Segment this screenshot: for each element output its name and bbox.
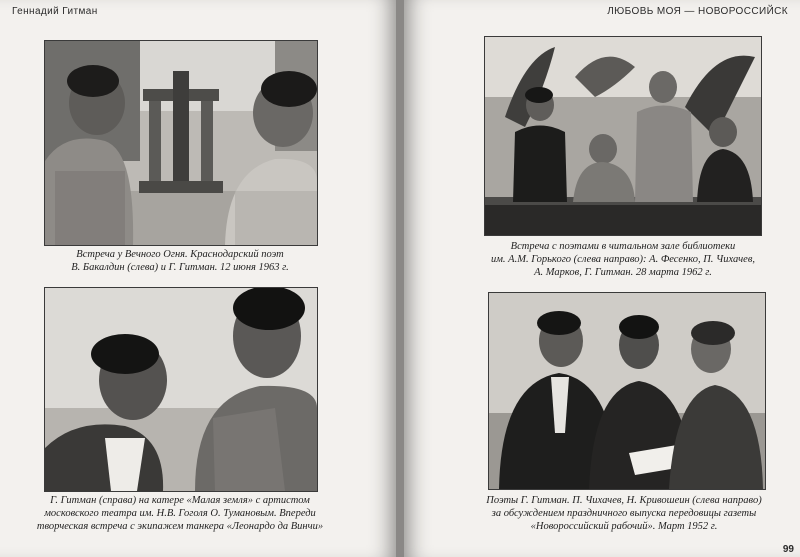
- running-head-right: ЛЮБОВЬ МОЯ — НОВОРОССИЙСК: [607, 6, 788, 17]
- caption-eternal-flame: [14, 248, 346, 274]
- caption-line: творческая встреча с экипажем танкера «Леонардо да Винчи»: [36, 521, 324, 532]
- left-page: [0, 0, 396, 557]
- photo-newspaper: [488, 292, 766, 490]
- caption-line: им. А.М. Горького (слева направо): А. Фесенко, П. Чихачев,: [490, 254, 756, 265]
- running-head-left: Геннадий Гитман: [12, 6, 98, 17]
- photo-two-men-on-boat-icon: [45, 288, 317, 491]
- caption-line: Встреча у Вечного Огня. Краснодарский поэт: [76, 249, 284, 260]
- caption-line: А. Марков, Г. Гитман. 28 марта 1962 г.: [534, 267, 712, 278]
- photo-library: [484, 36, 762, 236]
- caption-line: Встреча с поэтами в читальном зале библиотеки: [510, 241, 736, 252]
- caption-newspaper: [456, 494, 792, 533]
- caption-library: [458, 240, 788, 279]
- photo-poets-in-library-icon: [485, 37, 761, 235]
- photo-eternal-flame: [44, 40, 318, 246]
- right-page: [404, 0, 800, 557]
- photo-boat: [44, 287, 318, 492]
- page-number: 99: [782, 544, 794, 555]
- caption-line: московского театра им. Н.В. Гоголя О. Тумановым. Впереди: [44, 508, 316, 519]
- photo-two-men-eternal-flame-icon: [45, 41, 317, 245]
- photo-three-poets-reading-icon: [489, 293, 765, 489]
- caption-line: Г. Гитман (справа) на катере «Малая земля» с артистом: [50, 495, 310, 506]
- caption-line: «Новороссийский рабочий». Март 1952 г.: [530, 521, 718, 532]
- caption-line: за обсуждением праздничного выпуска передовицы газеты: [491, 508, 757, 519]
- book-gutter: [396, 0, 404, 557]
- caption-line: Поэты Г. Гитман. П. Чихачев, Н. Кривошеин (слева направо): [486, 495, 762, 506]
- caption-boat: [10, 494, 350, 533]
- caption-line: В. Бакалдин (слева) и Г. Гитман. 12 июня 1963 г.: [71, 262, 289, 273]
